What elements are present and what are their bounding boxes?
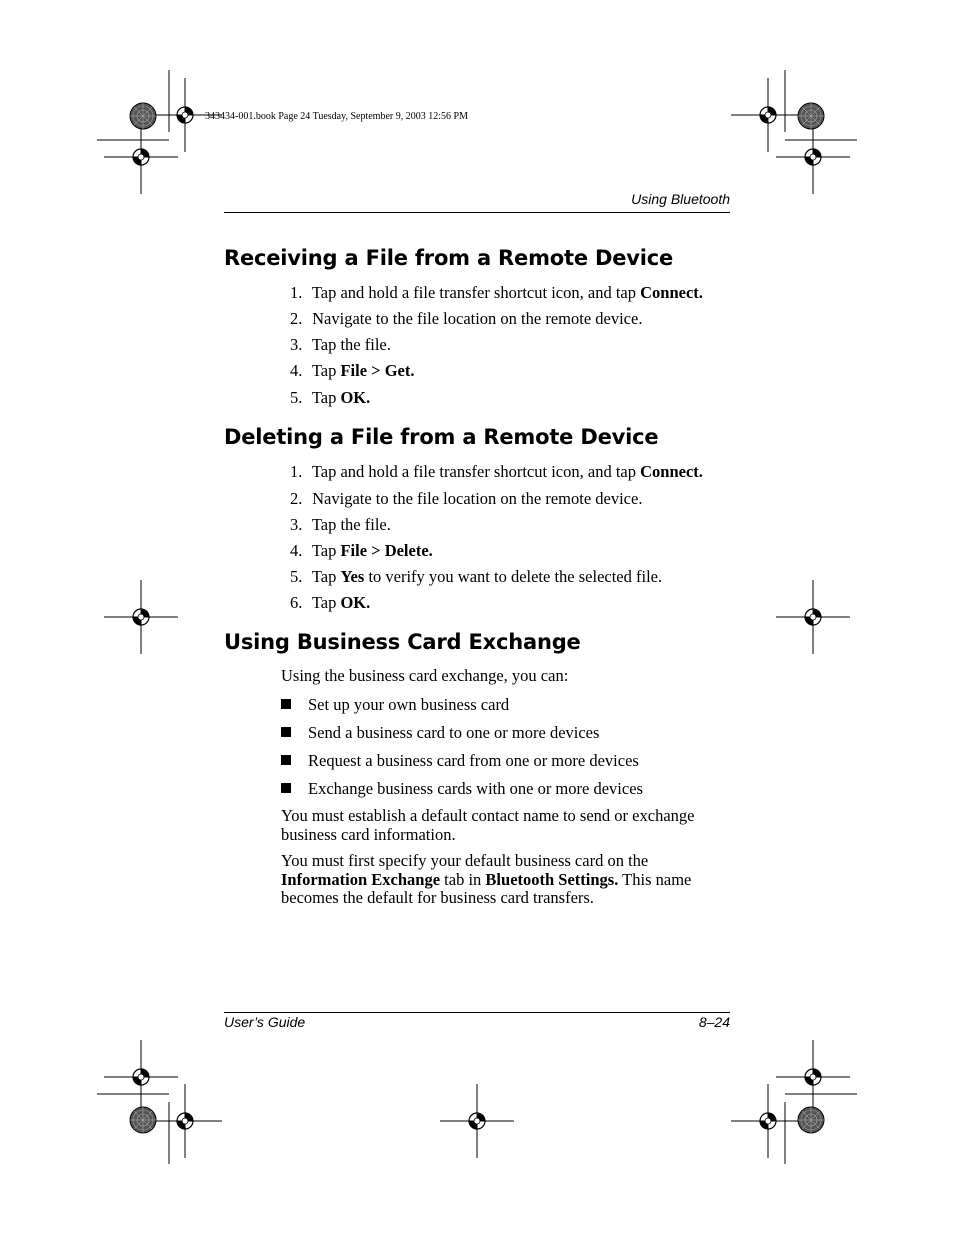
bullet-square-icon [281, 755, 291, 765]
footer-guide-title: User’s Guide [224, 1014, 306, 1030]
section-heading-business-card: Using Business Card Exchange [224, 630, 581, 654]
bullet-item: Request a business card from one or more devices [281, 751, 639, 771]
paragraph-default-card: You must first specify your default business card on the Information Exchange tab in Bluetooth Settings. This name becomes the default for business card transfers. [281, 851, 692, 907]
bullet-item: Set up your own business card [281, 695, 509, 715]
step-item: 1. Tap and hold a file transfer shortcut icon, and tap Connect. [290, 462, 703, 481]
bullet-square-icon [281, 783, 291, 793]
step-item: 4. Tap File > Get. [290, 361, 415, 380]
print-slug: 343434-001.book Page 24 Tuesday, September 9, 2003 12:56 PM [205, 111, 468, 122]
bullet-square-icon [281, 727, 291, 737]
step-item: 3. Tap the file. [290, 515, 391, 534]
section-heading-deleting: Deleting a File from a Remote Device [224, 425, 659, 449]
page-number: 8–24 [698, 1014, 730, 1030]
header-rule [224, 212, 730, 213]
bullet-square-icon [281, 699, 291, 709]
step-item: 1. Tap and hold a file transfer shortcut icon, and tap Connect. [290, 283, 703, 302]
bullet-item: Send a business card to one or more devices [281, 723, 599, 743]
footer-rule [224, 1012, 730, 1013]
step-item: 3. Tap the file. [290, 335, 391, 354]
bullet-item: Exchange business cards with one or more devices [281, 779, 643, 799]
step-item: 2. Navigate to the file location on the remote device. [290, 489, 643, 508]
step-item: 4. Tap File > Delete. [290, 541, 433, 560]
intro-paragraph: Using the business card exchange, you can: [281, 666, 569, 685]
paragraph-default-contact: You must establish a default contact name to send or exchange business card information. [281, 806, 695, 844]
step-item: 5. Tap Yes to verify you want to delete the selected file. [290, 567, 663, 586]
step-item: 2. Navigate to the file location on the remote device. [290, 309, 643, 328]
step-item: 6. Tap OK. [290, 593, 371, 612]
section-heading-receiving: Receiving a File from a Remote Device [224, 246, 674, 270]
running-head: Using Bluetooth [631, 191, 730, 207]
step-item: 5. Tap OK. [290, 388, 371, 407]
